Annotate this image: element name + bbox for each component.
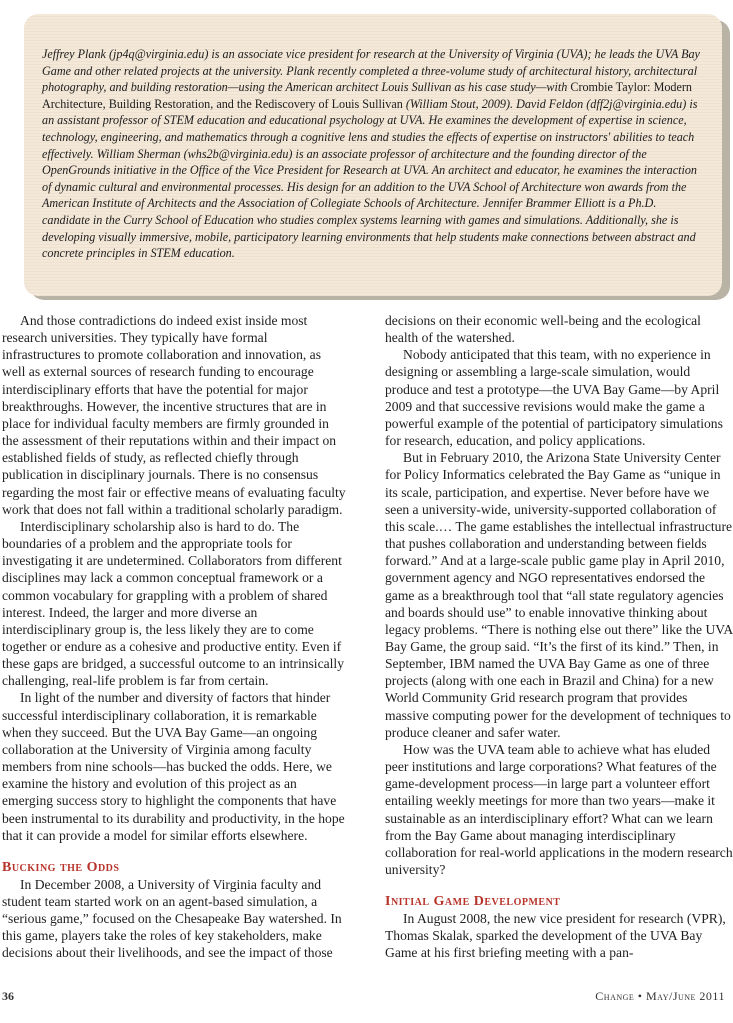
publication-footer: Change • May/June 2011 (595, 989, 725, 1003)
paragraph: In August 2008, the new vice president for research (VPR), Thomas Skalak, sparked the development of the UVA Bay Game at his first briefing meeting with a pan- (385, 911, 726, 961)
bio-part-1: Jeffrey Plank (jp4q@virginia.edu) is an associate vice president for research at the University of Virginia (UVA); he leads the UVA Bay Game and other related projects at the university. Plank recently completed a three-volume study of architectural history, architectural photography, and building restoration—using the American architect Louis Sullivan as his case study—with (42, 47, 700, 95)
left-column (2, 312, 346, 962)
bio-book-title: Crombie Taylor: Modern Architecture, Building Restoration, and the Rediscovery of Louis Sullivan (42, 80, 693, 111)
paragraph: In light of the number and diversity of factors that hinder successful interdisciplinary collaboration, it is remarkable when they succeed. But the UVA Bay Game—an ongoing collaboration at the University of Virginia among faculty members from nine schools—has bucked the odds. Here, we examine the history and evolution of this project as an emerging success story to highlight the components that have been instrumental to its durability and productivity, in the hope that it can provide a model for similar efforts elsewhere. (2, 690, 345, 843)
section-heading-bucking-the-odds: Bucking the Odds (2, 859, 120, 875)
paragraph: How was the UVA team able to achieve what has eluded peer institutions and large corporations? What features of the game-development process—in large part a volunteer effort entailing weekly meetings for more than two years—make it sustainable as an interdisciplinary effort? What can we learn from the Bay Game about managing interdisciplinary collaboration for real-world applications in the modern research university? (385, 741, 733, 877)
paragraph: Interdisciplinary scholarship also is hard to do. The boundaries of a problem and the appropriate tools for investigating it are undetermined. Collaborators from different disciplines may lack a common conceptual framework or a common vocabulary for grappling with a problem of shared interest. Indeed, the larger and more diverse an interdisciplinary group is, the less likely they are to come together or endure as a cohesive and productive entity. Even if these gaps are bridged, a successful outcome to an intrinsically challenging, real-life problem is far from certain. (2, 518, 345, 689)
paragraph: And those contradictions do indeed exist inside most research universities. They typically have formal infrastructures to promote collaboration and innovation, as well as external sources of research funding to encourage interdisciplinary efforts that have the potential for major breakthroughs. However, the incentive structures that are in place for individual faculty members are firmly grounded in the assessment of their reputations within and their impact on established fields of study, as reflected chiefly through publication in disciplinary journals. There is no consensus regarding the most fair or effective means of evaluating faculty work that does not fall within a traditional scholarly paradigm. (2, 313, 346, 517)
paragraph: But in February 2010, the Arizona State University Center for Policy Informatics celebrated the Bay Game as “unique in its scale, participation, and expertise. Never before have we seen a university-wide, university-supported collaboration of this scale.… The game establishes the intellectual infrastructure that pushes collaboration and understanding between fields forward.” And at a large-scale public game play in April 2010, government agency and NGO representatives endorsed the game as a breakthrough tool that “all state regulatory agencies and boards should use” to enable innovative thinking about legacy problems. “There is nothing else out there” like the UVA Bay Game, the group said. “It’s the first of its kind.” Then, in September, IBM named the UVA Bay Game as one of three projects (along with one each in Brazil and China) for a new World Community Grid research program that provides massive computing power for the development of techniques to produce cleaner and safer water. (385, 450, 733, 740)
author-bio-box (24, 14, 722, 296)
page-number: 36 (2, 989, 14, 1003)
paragraph: In December 2008, a University of Virginia faculty and student team started work on an agent-based simulation, a “serious game,” focused on the Chesapeake Bay watershed. In this game, players take the roles of key stakeholders, make decisions about their livelihoods, and see the impact of those (2, 876, 342, 961)
bio-part-2: (William Stout, 2009). David Feldon (dff2j@virginia.edu) is an assistant professor of STEM education and educational psychology at UVA. He examines the development of expertise in science, technology, engineering, and mathematics through a cognitive lens and studies the effects of expertise on instructors' abilities to teach effectively. William Sherman (whs2b@virginia.edu) is an associate professor of architecture and the founding director of the OpenGrounds initiative in the Office of the Vice President for Research at UVA. An architect and educator, he examines the interaction of dynamic cultural and environmental processes. His design for an addition to the UVA School of Architecture won awards from the American Institute of Architects and the Association of Collegiate Schools of Architecture. Jennifer Brammer Elliott is a Ph.D. candidate in the Curry School of Education who studies complex systems learning with games and simulations. Additionally, she is developing visually immersive, mobile, participatory learning environments that help students make connections between abstract and concrete principles in STEM education. (42, 96, 698, 261)
right-column (385, 312, 733, 962)
paragraph: decisions on their economic well-being and the ecological health of the watershed. (385, 313, 701, 346)
section-heading-initial-game-development: Initial Game Development (385, 894, 561, 910)
author-bio-text (42, 46, 702, 262)
paragraph: Nobody anticipated that this team, with no experience in designing or assembling a large-scale simulation, would produce and test a prototype—the UVA Bay Game—by April 2009 and that successive revisions would make the game a powerful example of the potential of participatory simulations for research, education, and policy applications. (385, 347, 723, 449)
